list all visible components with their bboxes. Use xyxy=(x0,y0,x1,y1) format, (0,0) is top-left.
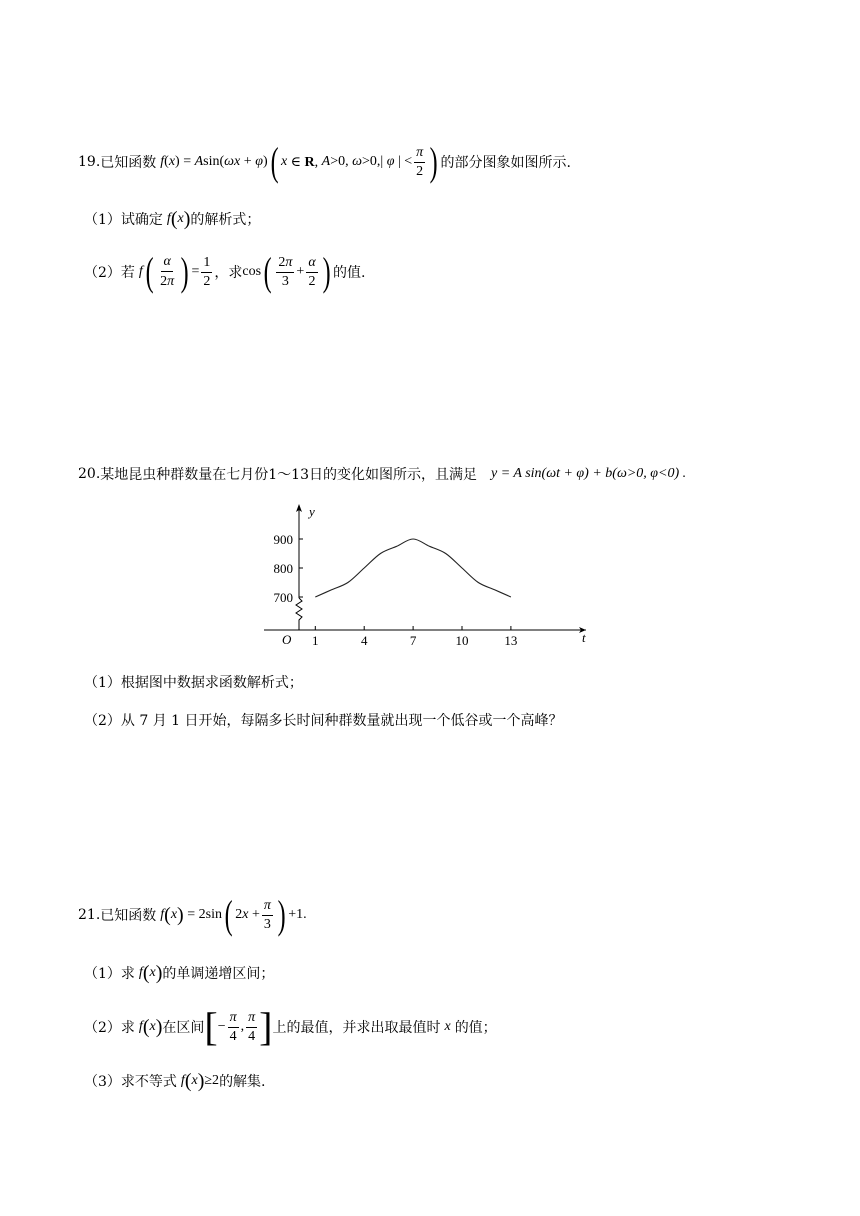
x-axis-label: t xyxy=(582,630,586,645)
q19-formula: f xyxy=(160,154,165,169)
q21-part3-text1: 求不等式 xyxy=(120,1074,177,1090)
y-tick-label-800: 800 xyxy=(273,561,293,576)
pi-over-3: $\frac{\pi}{3}$ xyxy=(263,897,271,932)
x-tick-label-7: 7 xyxy=(409,633,417,648)
q21-part1: （1） 求 f ( x ) 的单调递增区间； xyxy=(84,961,275,984)
pi-over-4-neg: $\frac{\pi}{4}$ xyxy=(229,1009,237,1044)
q21-part3-label: （3） xyxy=(84,1074,121,1090)
pi-over-2: $\frac{\pi}{2}$ xyxy=(416,144,424,179)
q20-part1-text: 根据图中数据求函数解析式； xyxy=(120,675,303,691)
q21-part1-text2: 的单调递增区间； xyxy=(162,966,275,982)
q21-lead: 已知函数 xyxy=(100,908,157,924)
q21-part2-text3: 上的最值，并求出取最值时 xyxy=(272,1020,441,1036)
y-axis-break xyxy=(296,598,302,630)
q21-part2: （2） 求 f ( x ) 在区间 [ − $\frac{\pi}{4}$ , $\frac{\pi}{4}$ ] 上的最值，并求出取最值时 x 的值； xyxy=(84,1004,497,1049)
q20-part1-label: （1） xyxy=(84,675,121,691)
left-paren-large: ( xyxy=(270,139,279,184)
q21-part3-text2: 的解集. xyxy=(219,1074,266,1090)
q20-number: 20. xyxy=(78,466,101,482)
x-tick-label-13: 13 xyxy=(504,633,518,648)
q19-part1-label: （1） xyxy=(84,212,121,228)
q19-part1-text1: 试确定 xyxy=(120,212,163,228)
q21-part1-text1: 求 xyxy=(120,966,135,982)
q20-formula: y = A sin(ωt + φ) + b(ω>0, φ<0) . xyxy=(491,466,687,481)
q21-part1-label: （1） xyxy=(84,966,121,982)
x-tick-label-1: 1 xyxy=(312,633,319,648)
q21-number: 21. xyxy=(78,907,101,923)
q19-part2: （2） 若 f ( $\frac{\alpha}{2\pi}$ ) = $\frac{1}{2}$ ，求 cos ( $\frac{2\pi}{3}$ + $\frac{\alpha}{2}$ ) 的值. xyxy=(84,249,366,294)
q20-text: 某地昆虫种群数量在七月份1～13日的变化如图所示，且满足 xyxy=(100,467,477,483)
q21-part2-text4: 的值； xyxy=(454,1020,497,1036)
q21-part3-ineq: ≥2 xyxy=(204,1073,220,1088)
right-paren-large: ) xyxy=(429,139,438,184)
q19-part2-label: （2） xyxy=(84,265,121,281)
y-tick-label-900: 900 xyxy=(273,532,293,547)
one-half: $\frac{1}{2}$ xyxy=(203,254,211,289)
q19-tail: 的部分图象如图所示. xyxy=(440,155,571,171)
alpha-over-2: $\frac{\alpha}{2}$ xyxy=(308,254,316,289)
q21-part2-text1: 求 xyxy=(120,1020,135,1036)
q19-part2-text1: 若 xyxy=(120,265,135,281)
q21-part2-x: x xyxy=(444,1019,451,1034)
q21-line: 21. 已知函数 f ( x ) = 2sin ( 2 x + $\frac{\pi}{3}$ ) +1. xyxy=(78,892,307,937)
q20-part2-label: （2） xyxy=(84,713,121,729)
q19-part1-text2: 的解析式； xyxy=(190,212,261,228)
q19-lead: 已知函数 xyxy=(100,155,157,171)
q19-part2-text2: 的值. xyxy=(333,265,366,281)
q19-part2-comma: ，求 xyxy=(214,265,243,281)
y-tick-label-700: 700 xyxy=(273,590,293,605)
q20-line xyxy=(78,462,686,486)
alpha-over-2pi: $\frac{\alpha}{2\pi}$ xyxy=(160,254,175,289)
x-tick-label-4: 4 xyxy=(360,633,368,648)
pi-over-4: $\frac{\pi}{4}$ xyxy=(248,1009,256,1044)
origin-label: O xyxy=(282,632,292,647)
two-pi-over-3: $\frac{2\pi}{3}$ xyxy=(278,255,293,289)
q21-part3: （3） 求不等式 f ( x ) ≥2 的解集. xyxy=(84,1069,266,1092)
q19-part1: （1） 试确定 f ( x ) 的解析式； xyxy=(84,207,261,230)
q20-part2 xyxy=(84,708,563,732)
q20-part2-text: 从 7 月 1 日开始，每隔多长时间种群数量就出现一个低谷或一个高峰？ xyxy=(120,713,563,729)
y-axis-label: y xyxy=(309,504,315,519)
x-tick-label-10: 10 xyxy=(455,633,469,648)
q20-part1 xyxy=(84,670,303,694)
population-chart xyxy=(256,502,596,652)
q21-part2-text2: 在区间 xyxy=(162,1020,205,1036)
q21-part2-label: （2） xyxy=(84,1020,121,1036)
q19-line: 19. 已知函数 f ( x ) = A sin( ωx + φ ) ( x ∈ R, A >0, ω >0,| φ | < $\frac{\pi}{2}$ ) 的部分图象如图所示. xyxy=(78,139,571,184)
q19-number: 19. xyxy=(78,154,101,170)
series-line xyxy=(315,539,511,597)
